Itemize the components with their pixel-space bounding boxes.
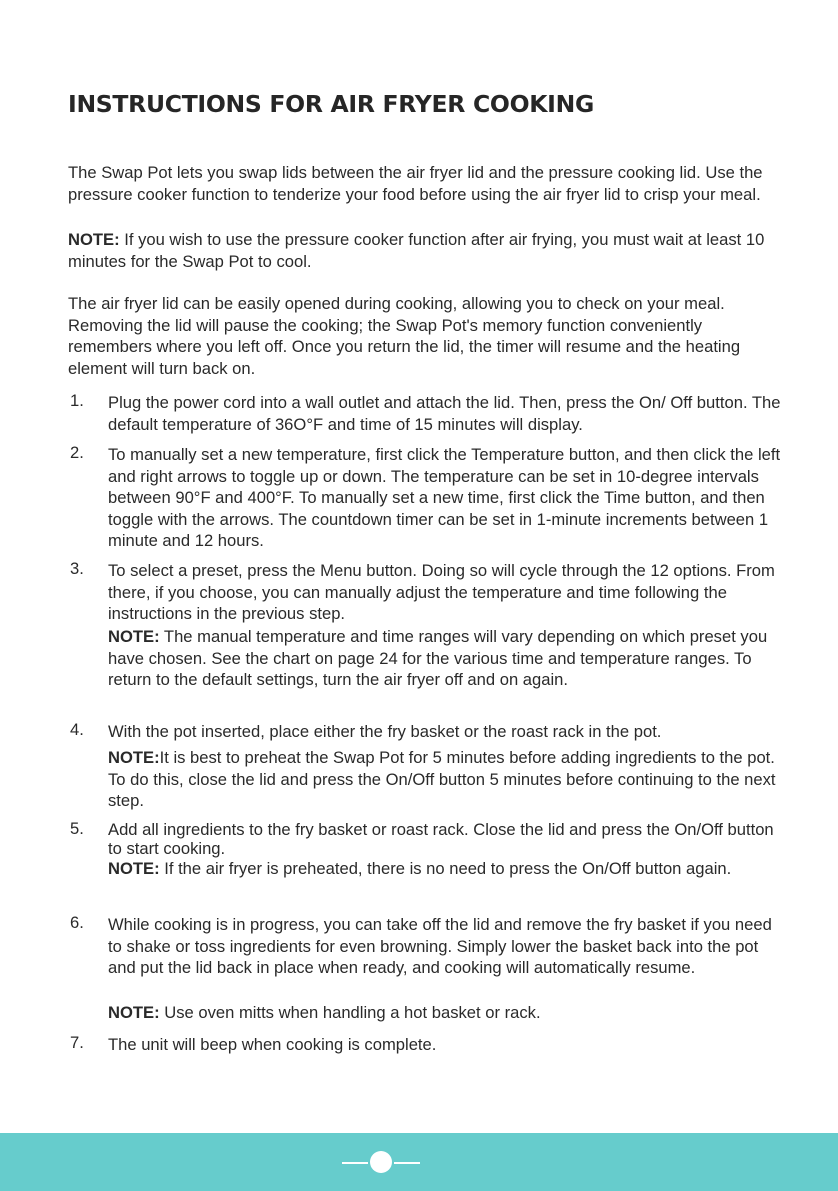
step-text: Add all ingredients to the fry basket or roast rack. Close the lid and press the On/Off button to start cooking. bbox=[108, 820, 774, 858]
page-title: INSTRUCTIONS FOR AIR FRYER COOKING bbox=[68, 90, 594, 118]
step-text: Plug the power cord into a wall outlet and attach the lid. Then, press the On/ Off button. The default temperature of 36O°F and time of 15 minutes will display. bbox=[108, 393, 781, 434]
step-number: 5. bbox=[70, 819, 84, 838]
step-text: With the pot inserted, place either the fry basket or the roast rack in the pot. bbox=[108, 722, 662, 741]
step-note bbox=[108, 1002, 788, 1024]
intro-paragraph: The Swap Pot lets you swap lids between the air fryer lid and the pressure cooking lid. Use the pressure cooker function to tenderize your food before using the air fryer lid to crisp your meal. bbox=[68, 163, 763, 204]
note-text: If the air fryer is preheated, there is no need to press the On/Off button again. bbox=[159, 859, 732, 878]
note-text: The manual temperature and time ranges will vary depending on which preset you have chosen. See the chart on page 24 for the various time and temperature ranges. To return to the default settings, turn the air fryer off and on again. bbox=[108, 627, 768, 690]
footer-line-right bbox=[394, 1162, 420, 1164]
note-label: NOTE: bbox=[108, 627, 160, 646]
step-text: The unit will beep when cooking is complete. bbox=[108, 1035, 437, 1054]
note-text: It is best to preheat the Swap Pot for 5 minutes before adding ingredients to the pot. To do this, close the lid and press the On/Off button 5 minutes before continuing to the next step. bbox=[108, 748, 776, 811]
step-note bbox=[108, 747, 788, 812]
footer-bar bbox=[0, 1133, 838, 1191]
note-label: NOTE: bbox=[68, 230, 120, 249]
step-text: To select a preset, press the Menu button. Doing so will cycle through the 12 options. From there, if you choose, you can manually adjust the temperature and time following the instructions in the previous step. bbox=[108, 561, 775, 624]
lid-paragraph: The air fryer lid can be easily opened during cooking, allowing you to check on your meal. Removing the lid will pause the cooking; the Swap Pot's memory function conveniently remembers where you left off. Once you return the lid, the timer will resume and the heating element will turn back on. bbox=[68, 294, 741, 378]
step-number: 7. bbox=[70, 1033, 84, 1052]
step-number: 4. bbox=[70, 720, 84, 739]
step-text: While cooking is in progress, you can take off the lid and remove the fry basket if you need to shake or toss ingredients for even browning. Simply lower the basket back into the pot and put the lid back in place when ready, and cooking will automatically resume. bbox=[108, 915, 772, 978]
page-marker-circle-icon bbox=[370, 1151, 392, 1173]
note-text: Use oven mitts when handling a hot basket or rack. bbox=[159, 1003, 541, 1022]
step-number: 3. bbox=[70, 559, 84, 578]
footer-line-left bbox=[342, 1162, 368, 1164]
note-text: If you wish to use the pressure cooker function after air frying, you must wait at least 10 minutes for the Swap Pot to cool. bbox=[68, 230, 765, 271]
step-note bbox=[108, 858, 788, 880]
step-number: 2. bbox=[70, 443, 84, 462]
step-number: 6. bbox=[70, 913, 84, 932]
step-text: To manually set a new temperature, first click the Temperature button, and then click the left and right arrows to toggle up or down. The temperature can be set in 10-degree intervals between 90°F and 400°F. To manually set a new time, first click the Time button, and then toggle with the arrows. The countdown timer can be set in 1-minute increments between 1 minute and 12 hours. bbox=[108, 445, 781, 551]
step-note bbox=[108, 626, 788, 691]
step-number: 1. bbox=[70, 391, 84, 410]
note-label: NOTE: bbox=[108, 748, 160, 767]
note-label: NOTE: bbox=[108, 859, 160, 878]
intro-note bbox=[68, 229, 788, 272]
note-label: NOTE: bbox=[108, 1003, 160, 1022]
